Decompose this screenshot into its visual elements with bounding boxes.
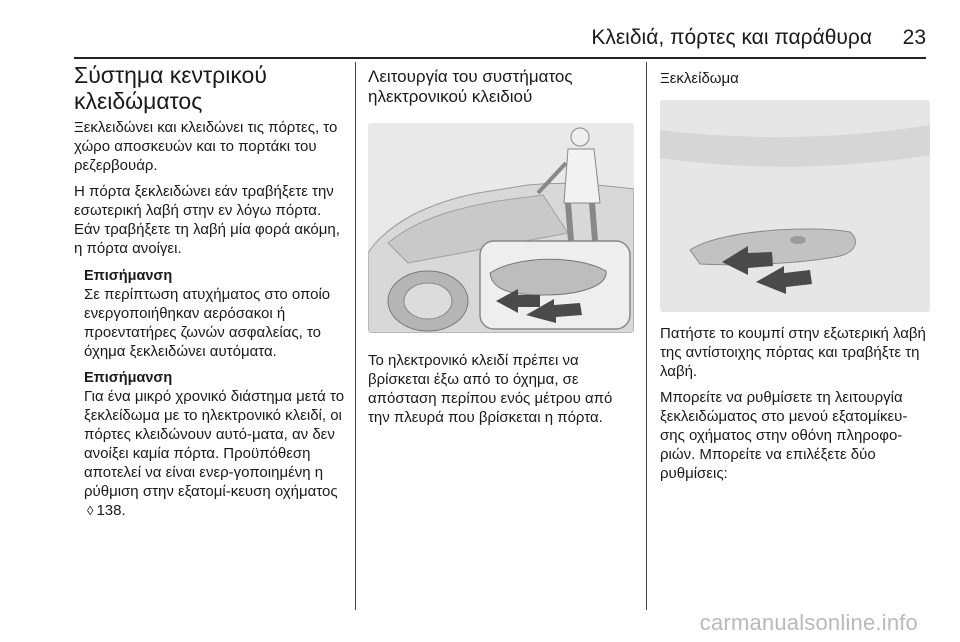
header-title: Κλειδιά, πόρτες και παράθυρα: [591, 26, 872, 49]
paragraph: Μπορείτε να ρυθμίσετε τη λειτουργία ξεκλειδώματος στο μενού εξατομίκευ-σης οχήματος στην οθόνη πληροφο-ριών. Μπορείτε να επιλέξετε δύο ρυθμίσεις:: [660, 389, 908, 482]
note-label: Επισήμανση: [84, 268, 173, 284]
paragraph: Πατήστε το κουμπί στην εξωτερική λαβή της αντίστοιχης πόρτας και τραβήξτε τη λαβή.: [660, 325, 926, 380]
car-keyless-illustration: [368, 123, 634, 333]
column-divider: [355, 62, 356, 610]
paragraph: Ξεκλειδώνει και κλειδώνει τις πόρτες, το χώρο αποσκευών και το πορτάκι του ρεζερβουάρ.: [74, 119, 338, 174]
section-title-line2: κλειδώματος: [74, 88, 203, 114]
door-handle-illustration: [660, 100, 930, 312]
page-reference-icon: ◊: [87, 503, 94, 518]
page-header: [0, 0, 960, 58]
note-box: [84, 267, 346, 361]
section-title-line1: Σύστημα κεντρικού: [74, 62, 267, 88]
paragraph: Η πόρτα ξεκλειδώνει εάν τραβήξετε την εσωτερική λαβή στην εν λόγω πόρτα. Εάν τραβήξετε τη λαβή μία φορά ακόμη, η πόρτα ανοίγει.: [74, 183, 340, 257]
handle-press-illustration: [660, 100, 930, 312]
column-central-locking: [74, 62, 346, 520]
sub-title: Λειτουργία του συστήματος ηλεκτρονικού κλειδιού: [368, 67, 573, 106]
watermark: carmanualsonline.info: [699, 610, 918, 635]
note-label: Επισήμανση: [84, 370, 173, 386]
note-text-body: Για ένα μικρό χρονικό διάστημα μετά το ξεκλείδωμα με το ηλεκτρονικό κλειδί, οι πόρτες κλειδώνουν αυτό-ματα, αν δεν ανοίξει καμία πόρτα. Προϋπόθεση αποτελεί να είναι ενερ-γοποιημένη η ρύθμιση στην εξατομί-κευση οχήματος: [84, 388, 345, 500]
figure-caption: Το ηλεκτρονικό κλειδί πρέπει να βρίσκεται έξω από το όχημα, σε απόσταση περίπου ενός μέτρου από την πλευρά που βρίσκεται η πόρτα.: [368, 352, 613, 426]
car-door-illustration: [368, 123, 634, 333]
note-box: [84, 369, 346, 520]
section-title: [74, 62, 346, 114]
page-number: 23: [902, 26, 926, 49]
column-divider: [646, 62, 647, 610]
note-text: [84, 387, 346, 520]
column-unlocking: [660, 62, 930, 483]
small-title: Ξεκλείδωμα: [660, 70, 739, 87]
column-electronic-key: [368, 62, 634, 427]
page-reference[interactable]: 138.: [96, 502, 126, 519]
header-rule: [74, 57, 926, 59]
note-text: Σε περίπτωση ατυχήματος στο οποίο ενεργοποιήθηκαν αερόσακοι ή προεντατήρες ζωνών ασφαλείας, το όχημα ξεκλειδώνει αυτόματα.: [84, 286, 331, 360]
